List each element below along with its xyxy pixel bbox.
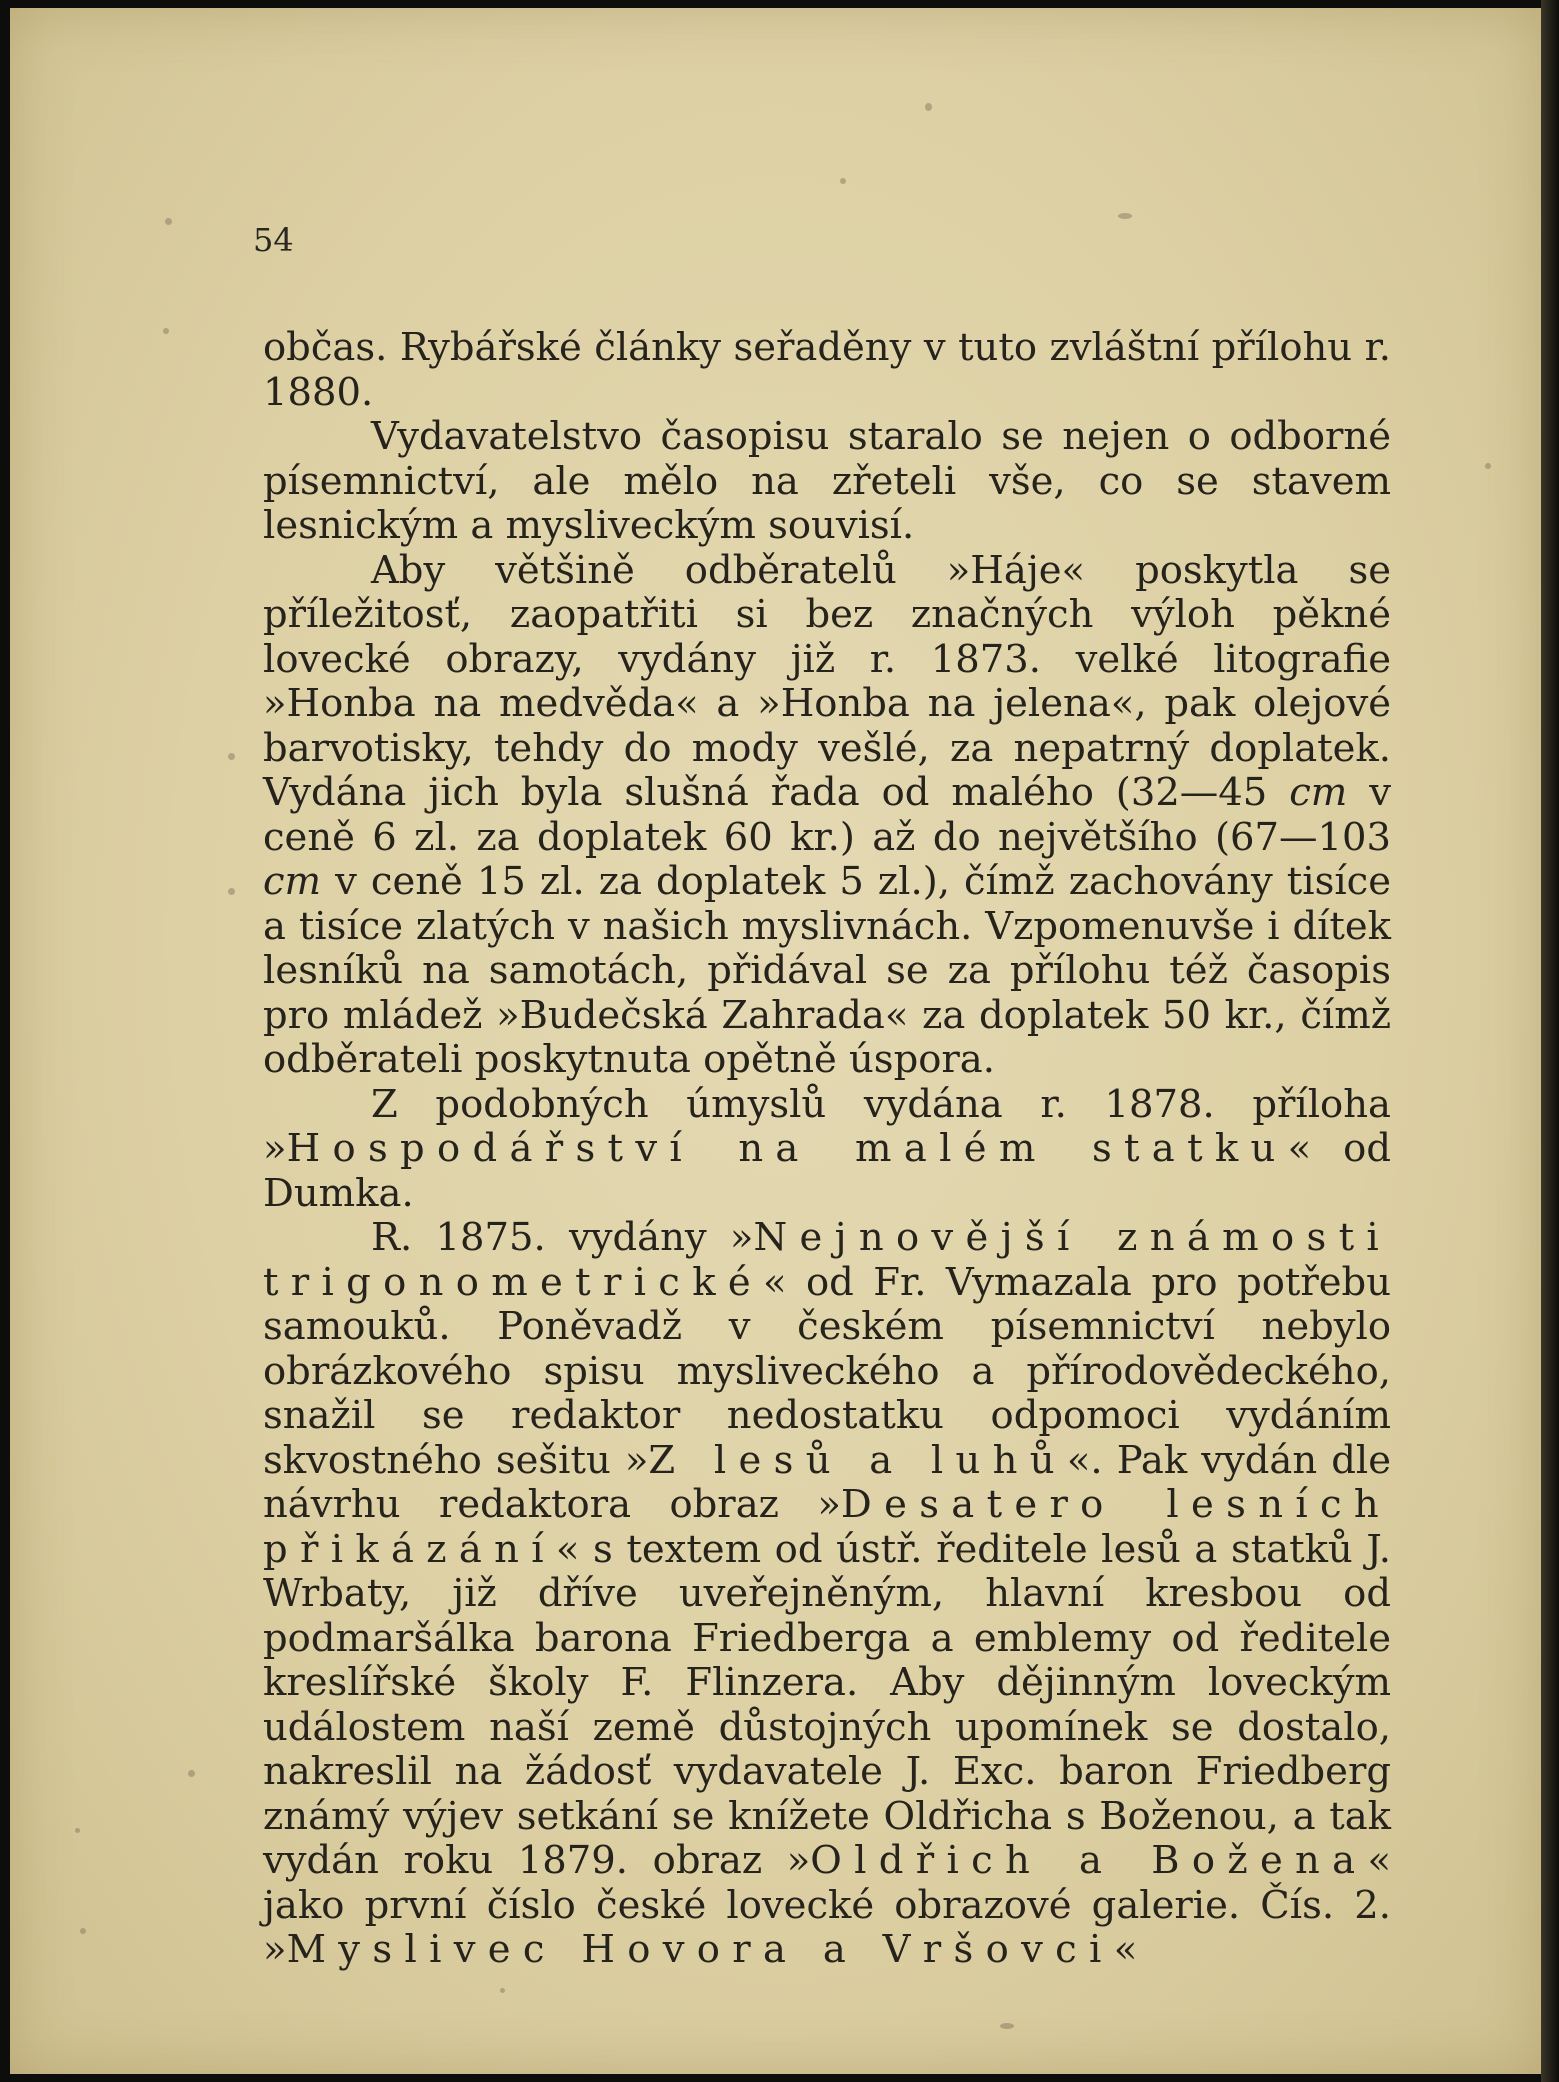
paragraph	[263, 1216, 1391, 1973]
paper-speck	[500, 1988, 505, 1993]
paper-speck	[840, 178, 846, 184]
page-edge-shadow	[1541, 0, 1559, 2082]
spaced-title: Desatero lesních přikázání	[263, 1482, 1391, 1572]
text-run: v ceně 6 zl. za doplatek 60 kr.) až do největšího (67—103	[263, 770, 1391, 860]
paper-speck	[228, 888, 235, 895]
text-run: « od Dumka.	[263, 1126, 1391, 1216]
paper-speck	[188, 1770, 195, 1777]
spaced-title: Oldřich a Božena	[810, 1838, 1368, 1883]
text-run: Aby většině odběratelů »Háje« poskytla se příležitosť, zaopatřiti si bez značných výloh pěkné lovecké obrazy, vydány již r. 1873. velké litografie »Honba na medvěda« a »Honba na jelena«, pak olejové barvotisky, tehdy do mody vešlé, za nepatrný doplatek. Vydána jich byla slušná řada od malého (32—45	[263, 547, 1391, 815]
text-run: « s textem od ústř. ředitele lesů a statků J. Wrbaty, již dříve uveřejněným, hlavní kresbou od podmaršálka barona Friedberga a emblemy od ředitele kreslířské školy F. Flinzera. Aby dějinným loveckým událostem naší země důstojných upomínek se dostalo, nakreslil na žádosť vydavatele J. Exc. baron Friedberg známý výjev setkání se knížete Oldřicha s Boženou, a tak vydán roku 1879. obraz »	[263, 1526, 1391, 1883]
paragraph	[263, 326, 1391, 415]
spaced-title: Myslivec Hovora a Vršovci	[286, 1927, 1114, 1972]
paper-speck	[165, 218, 172, 225]
paper-speck	[1118, 213, 1132, 219]
paragraph	[263, 1083, 1391, 1217]
text-run: « od Fr. Vymazala pro potřebu samouků. Poněvadž v českém písemnictví nebylo obrázkového spisu mysliveckého a přírodovědeckého, snažil se redaktor nedostatku odpomoci vydáním skvostného sešitu »	[263, 1259, 1391, 1483]
text-run: Vydavatelstvo časopisu staralo se nejen o odborné písemnictví, ale mělo na zřeteli vše, co se stavem lesnickým a mysliveckým souvisí.	[263, 414, 1391, 548]
text-run: Z podobných úmyslů vydána r. 1878. příloha »	[263, 1081, 1391, 1171]
paper-speck	[1485, 463, 1491, 469]
paragraph	[263, 415, 1391, 549]
paper-speck	[163, 328, 169, 334]
paper-speck	[80, 1928, 86, 1934]
page-number: 54	[253, 221, 294, 259]
body-text	[263, 326, 1391, 1973]
spaced-title: Z lesů a luhů	[648, 1437, 1067, 1483]
italic-unit: cm	[1289, 770, 1348, 815]
text-run: « jako první číslo české lovecké obrazové galerie. Čís. 2. »	[263, 1838, 1391, 1972]
spaced-title: Nejnovější známosti trigonometrické	[263, 1215, 1391, 1305]
text-run: v ceně 15 zl. za doplatek 5 zl.), čímž zachovány tisíce a tisíce zlatých v našich myslivnách. Vzpomenuvše i dítek lesníků na samotách, přidával se za přílohu též časopis pro mládež »Budečská Zahrada« za doplatek 50 kr., čímž odběrateli poskytnuta opětně úspora.	[263, 859, 1391, 1082]
book-page	[10, 8, 1542, 2074]
spaced-title: Hospodářství na malém statku	[286, 1126, 1288, 1171]
paper-speck	[925, 103, 932, 111]
paper-speck	[228, 753, 235, 760]
text-run: občas. Rybářské články seřaděny v tuto zvláštní přílohu r. 1880.	[263, 325, 1391, 415]
italic-unit: cm	[263, 859, 322, 904]
paper-speck	[75, 1828, 80, 1833]
text-run: «. Pak vydán dle návrhu redaktora obraz »	[263, 1437, 1392, 1527]
paper-speck	[1000, 2023, 1014, 2029]
text-run: «	[1113, 1927, 1138, 1972]
paragraph	[263, 549, 1391, 1083]
text-run: R. 1875. vydány »	[371, 1215, 754, 1260]
